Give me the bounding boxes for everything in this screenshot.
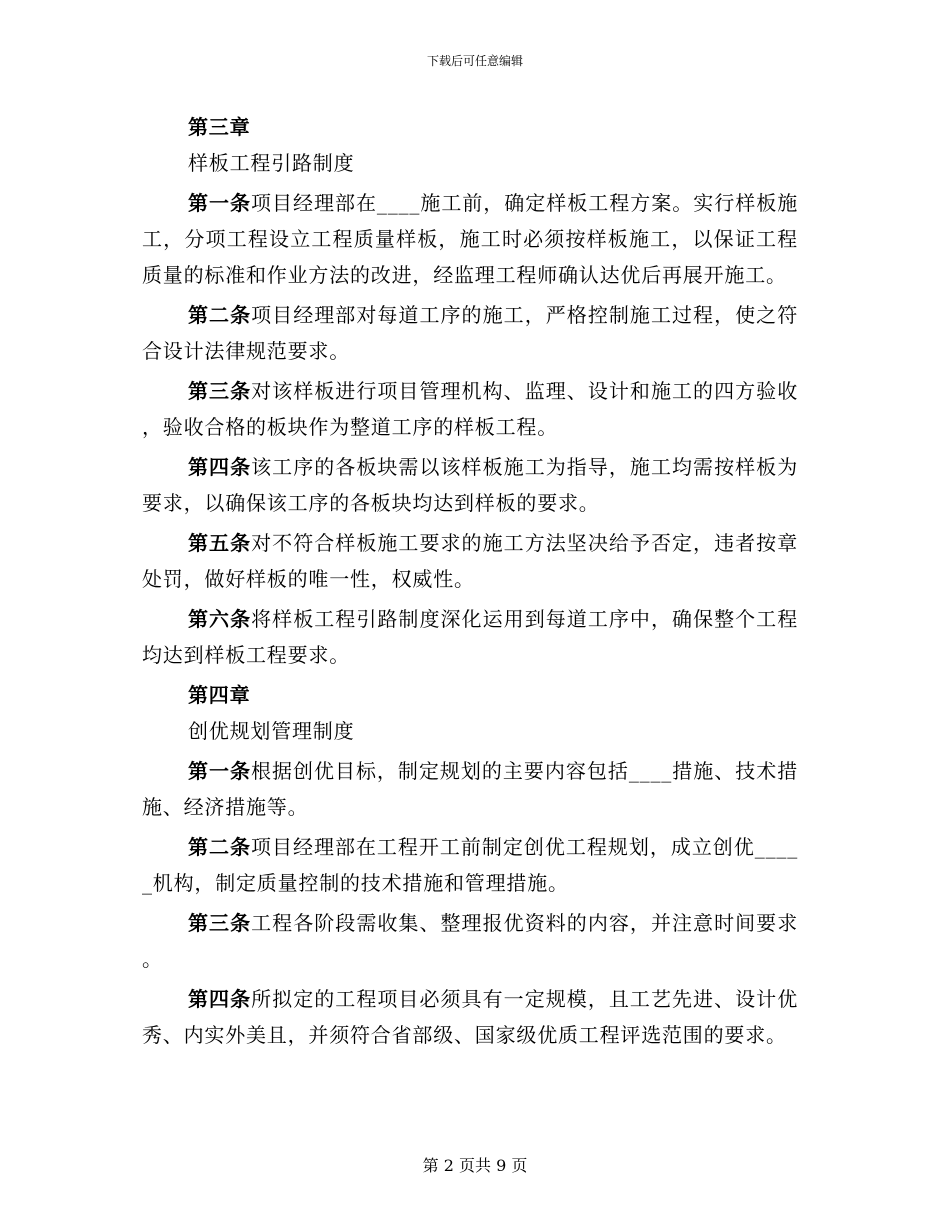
article-text: 对不符合样板施工要求的施工方法坚决给予否定，违者按章处罚，做好样板的唯一性，权威性。 [142,531,798,591]
page-footer: 第 2 页共 9 页 [422,1156,528,1175]
article-label: 第一条 [188,191,251,215]
article-label: 第四条 [188,987,252,1011]
article-paragraph [142,449,798,521]
article-label: 第四条 [188,455,252,479]
article-label: 第五条 [188,531,252,555]
article-paragraph [142,185,798,293]
article-text: 项目经理部在工程开工前制定创优工程规划，成立创优_____机构，制定质量控制的技术措施和管理措施。 [142,835,798,895]
chapter-subtitle: 创优规划管理制度 [188,719,355,743]
article-paragraph [142,373,798,445]
article-label: 第二条 [188,303,252,327]
article-label: 第三条 [188,911,252,935]
article-label: 第二条 [188,835,251,859]
article-text: 项目经理部在____施工前，确定样板工程方案。实行样板施工，分项工程设立工程质量样板，施工时必须按样板施工，以保证工程质量的标准和作业方法的改进，经监理工程师确认达优后再展开施工。 [142,191,798,287]
article-paragraph [142,297,798,369]
article-paragraph [142,753,798,825]
article-text: 根据创优目标，制定规划的主要内容包括____措施、技术措施、经济措施等。 [142,759,798,819]
chapter-subtitle: 样板工程引路制度 [188,151,355,175]
article-paragraph [142,905,798,977]
document-body [142,109,798,1053]
page-header: 下载后可任意编辑 [426,54,523,68]
article-paragraph [142,829,798,901]
article-text: 将样板工程引路制度深化运用到每道工序中，确保整个工程均达到样板工程要求。 [142,607,798,667]
chapter-heading: 第四章 [188,683,251,707]
article-label: 第三条 [188,379,252,403]
article-text: 所拟定的工程项目必须具有一定规模，且工艺先进、设计优秀、内实外美且，并须符合省部级、国家级优质工程评选范围的要求。 [142,987,798,1047]
article-paragraph [142,981,798,1053]
article-paragraph [142,525,798,597]
chapter-heading: 第三章 [188,115,251,139]
article-text: 项目经理部对每道工序的施工，严格控制施工过程，使之符合设计法律规范要求。 [142,303,798,363]
article-text: 工程各阶段需收集、整理报优资料的内容，并注意时间要求。 [142,911,798,971]
article-text: 该工序的各板块需以该样板施工为指导，施工均需按样板为要求，以确保该工序的各板块均达到样板的要求。 [142,455,798,515]
article-text: 对该样板进行项目管理机构、监理、设计和施工的四方验收，验收合格的板块作为整道工序的样板工程。 [142,379,798,439]
article-label: 第六条 [188,607,252,631]
article-paragraph [142,601,798,673]
article-label: 第一条 [188,759,251,783]
